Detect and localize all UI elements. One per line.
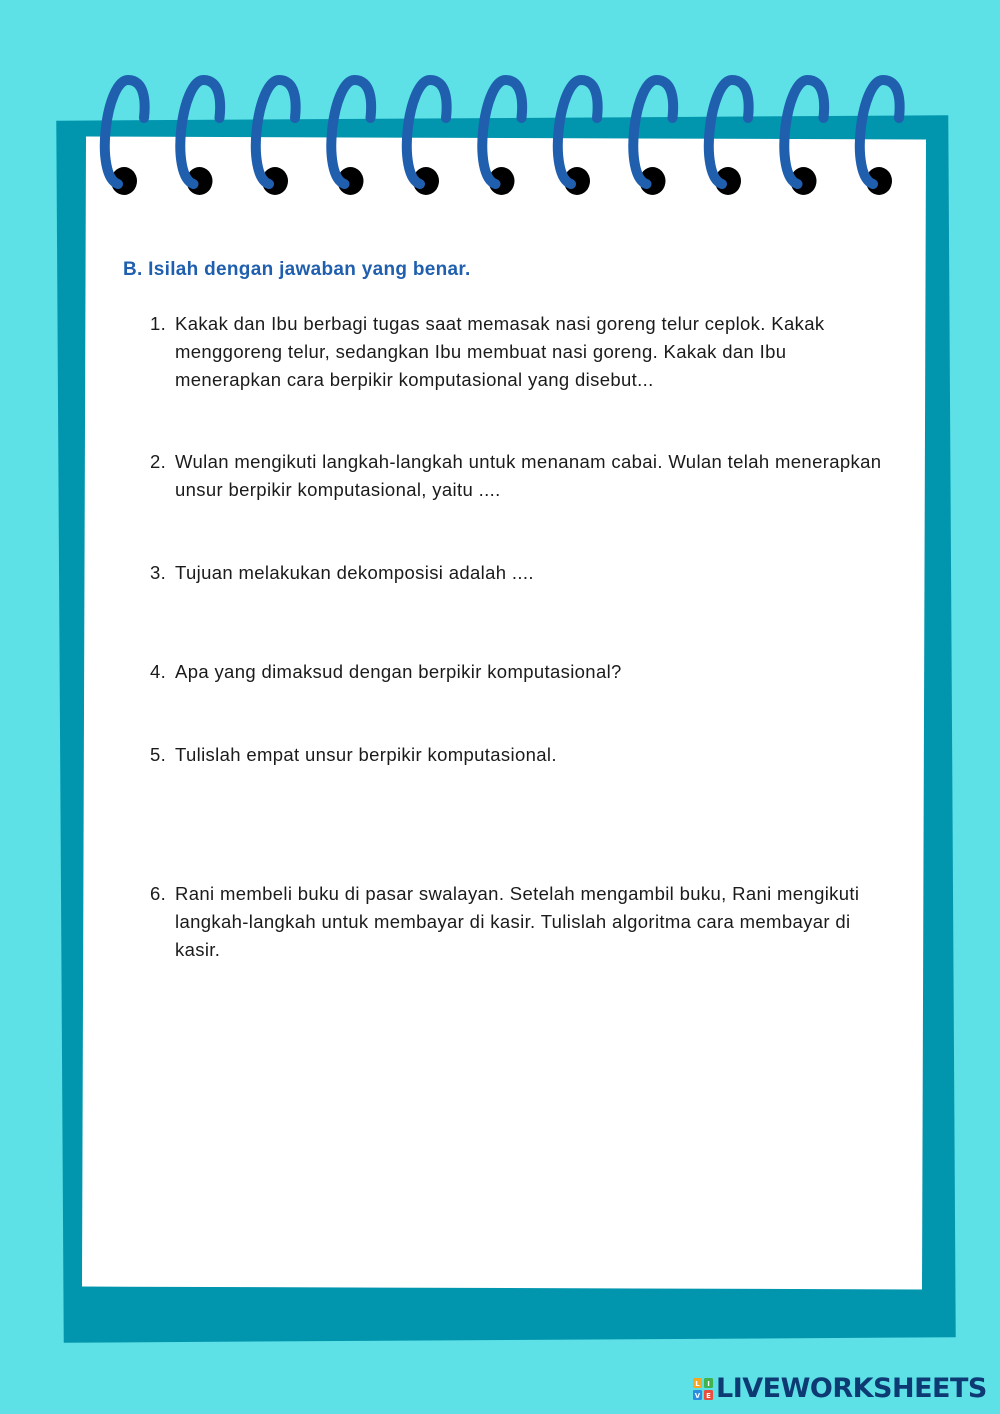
svg-text:E: E — [706, 1392, 711, 1400]
svg-text:V: V — [694, 1392, 701, 1400]
question-5 — [150, 741, 890, 769]
svg-text:L: L — [695, 1380, 700, 1388]
liveworksheets-logo[interactable] — [692, 1374, 987, 1404]
section-heading: B. Isilah dengan jawaban yang benar. — [123, 259, 471, 280]
question-2 — [150, 448, 890, 504]
question-text: Apa yang dimaksud dengan berpikir komputasional? — [175, 661, 622, 682]
question-text: Tujuan melakukan dekomposisi adalah .... — [175, 562, 534, 583]
question-number: 3. — [150, 562, 167, 583]
question-number: 2. — [150, 451, 167, 472]
question-number: 5. — [150, 744, 167, 765]
question-4 — [150, 658, 890, 686]
question-text: Kakak dan Ibu berbagi tugas saat memasak nasi goreng telur ceplok. Kakak menggoreng telur, sedangkan Ibu membuat nasi goreng. Kakak dan Ibu menerapkan cara berpikir komputasional yang disebut... — [175, 313, 825, 390]
question-text: Wulan mengikuti langkah-langkah untuk menanam cabai. Wulan telah menerapkan unsur berpikir komputasional, yaitu .... — [175, 451, 882, 500]
question-text: Tulislah empat unsur berpikir komputasional. — [175, 744, 557, 765]
question-number: 4. — [150, 661, 167, 682]
liveworksheets-logo-icon — [692, 1377, 714, 1401]
logo-text: LIVEWORKSHEETS — [716, 1373, 987, 1404]
question-number: 6. — [150, 883, 167, 904]
question-number: 1. — [150, 313, 167, 334]
question-1 — [150, 310, 890, 394]
question-text: Rani membeli buku di pasar swalayan. Setelah mengambil buku, Rani mengikuti langkah-langkah untuk membayar di kasir. Tulislah algoritma cara membayar di kasir. — [175, 883, 860, 960]
question-6 — [150, 880, 890, 964]
svg-text:I: I — [707, 1380, 710, 1388]
question-3 — [150, 559, 890, 587]
